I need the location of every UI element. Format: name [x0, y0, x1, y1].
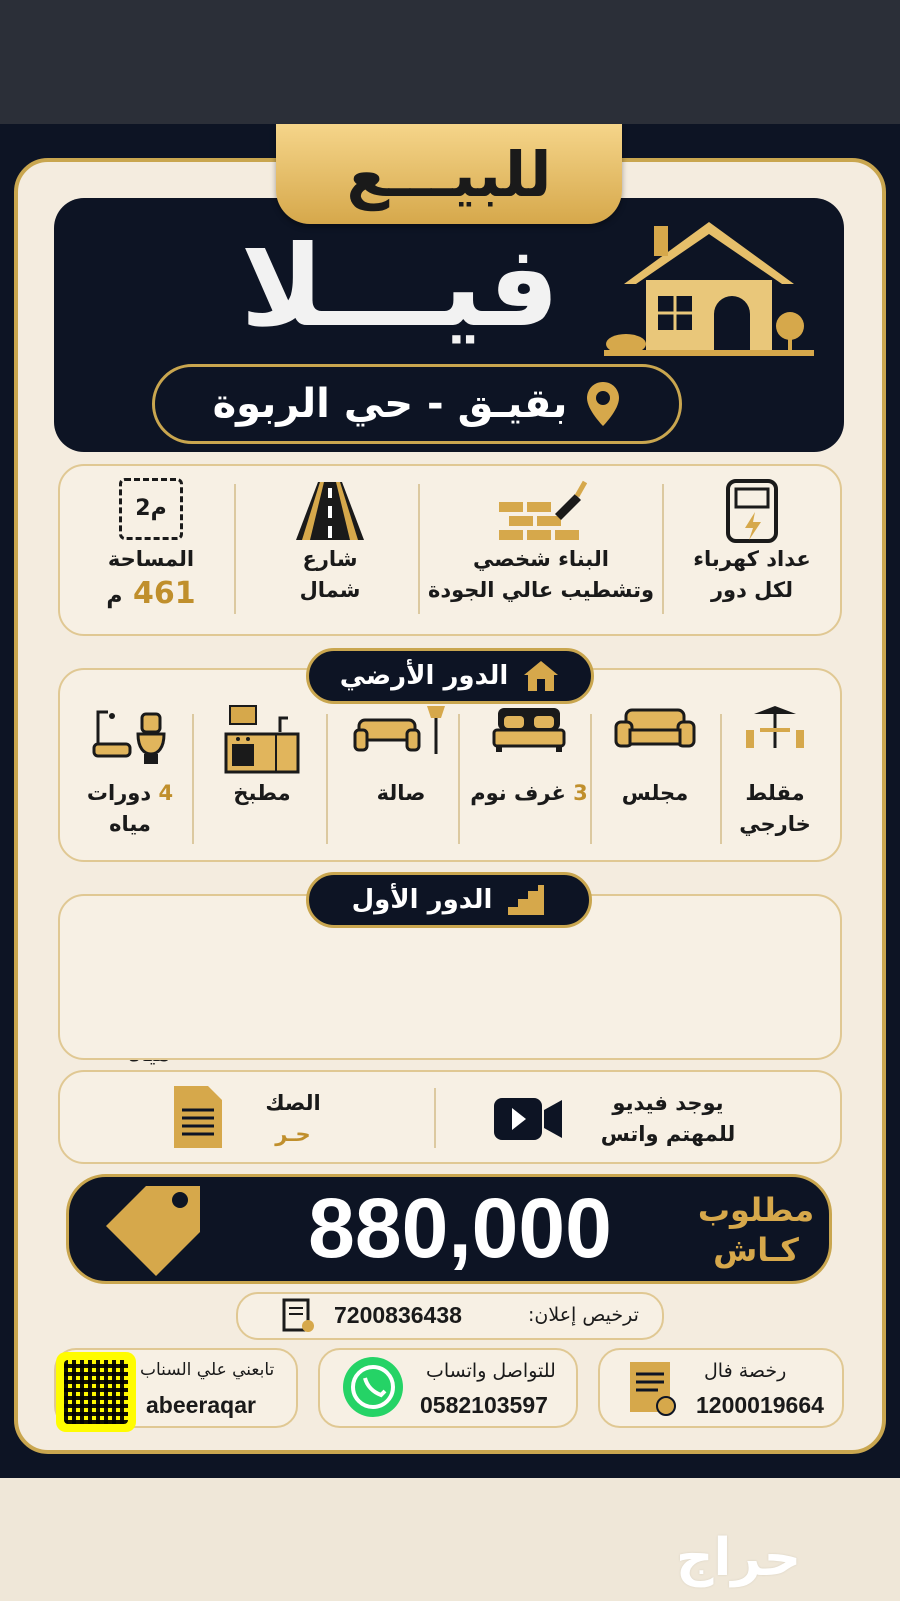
ground-floor-item: مجلس — [590, 704, 720, 809]
sale-badge — [276, 124, 622, 224]
divider — [434, 1088, 436, 1148]
property-type: فيـــلا — [240, 222, 560, 352]
bed-icon — [464, 704, 594, 778]
ground-floor-title: الدور الأرضي — [306, 648, 594, 704]
sale-label: للبيـــع — [346, 137, 552, 211]
license-icon — [628, 1360, 678, 1418]
certificate-icon — [282, 1298, 316, 1336]
bricks-icon — [495, 478, 587, 544]
top-status-bar — [0, 0, 900, 124]
snapchat-label: تابعني علي السناب — [140, 1360, 275, 1380]
location-text: بقيـق - حي الربوة — [212, 381, 568, 427]
house-icon — [604, 214, 814, 364]
feature-street: شارع شمال — [250, 478, 410, 606]
divider — [458, 714, 460, 844]
whatsapp-label: للتواصل واتساب — [426, 1360, 556, 1382]
ground-floor-item: صالة — [336, 704, 466, 809]
fal-number: 1200019664 — [696, 1392, 824, 1418]
document-icon — [170, 1084, 226, 1150]
divider — [418, 484, 420, 614]
divider — [192, 714, 194, 844]
area-icon: م2 — [119, 478, 183, 540]
video-note: يوجد فيديو للمهتم واتس — [600, 1091, 736, 1146]
price-tag-icon — [100, 1186, 206, 1276]
price-label: مطلوب كـاش — [697, 1191, 815, 1269]
divider — [720, 714, 722, 844]
deed-info: الصك حـر — [265, 1091, 321, 1146]
divider — [234, 484, 236, 614]
snapchat-username[interactable]: abeeraqar — [146, 1392, 256, 1418]
stairs-icon — [506, 883, 546, 917]
sofa-icon — [590, 704, 720, 778]
location-pin-icon — [585, 380, 621, 428]
location-pill — [152, 364, 682, 444]
divider — [326, 714, 328, 844]
feature-build-quality: البناء شخصي وتشطيب عالي الجودة — [424, 478, 658, 606]
ad-license-label: ترخيص إعلان: — [528, 1304, 639, 1326]
outdoor-table-icon — [720, 704, 830, 778]
snapchat-qr-code[interactable] — [56, 1352, 136, 1432]
kitchen-icon — [198, 704, 326, 778]
whatsapp-icon[interactable] — [340, 1354, 406, 1420]
road-icon — [292, 478, 368, 544]
price-value: 880,000 — [308, 1181, 612, 1275]
divider — [590, 714, 592, 844]
ground-floor-item: 4 دورات مياه — [70, 704, 190, 840]
feature-area: م2 المساحة 461 م — [76, 478, 226, 616]
feature-meter: عداد كهرباء لكل دور — [672, 478, 832, 606]
first-floor-title: الدور الأول — [306, 872, 592, 928]
haraj-watermark: حراج — [676, 1528, 802, 1588]
divider — [662, 484, 664, 614]
ground-floor-item: مطبخ — [198, 704, 326, 809]
fal-label: رخصة فال — [704, 1360, 787, 1382]
video-camera-icon — [492, 1094, 564, 1144]
ground-floor-item: مقلط خارجي — [720, 704, 830, 840]
meter-icon — [725, 478, 779, 544]
whatsapp-number[interactable]: 0582103597 — [420, 1392, 548, 1418]
home-icon — [522, 659, 560, 693]
ground-floor-item: 3 غرف نوم — [464, 704, 594, 809]
living-room-icon — [336, 704, 466, 778]
bathroom-icon — [70, 704, 190, 778]
ad-license-number: 7200836438 — [334, 1302, 462, 1328]
